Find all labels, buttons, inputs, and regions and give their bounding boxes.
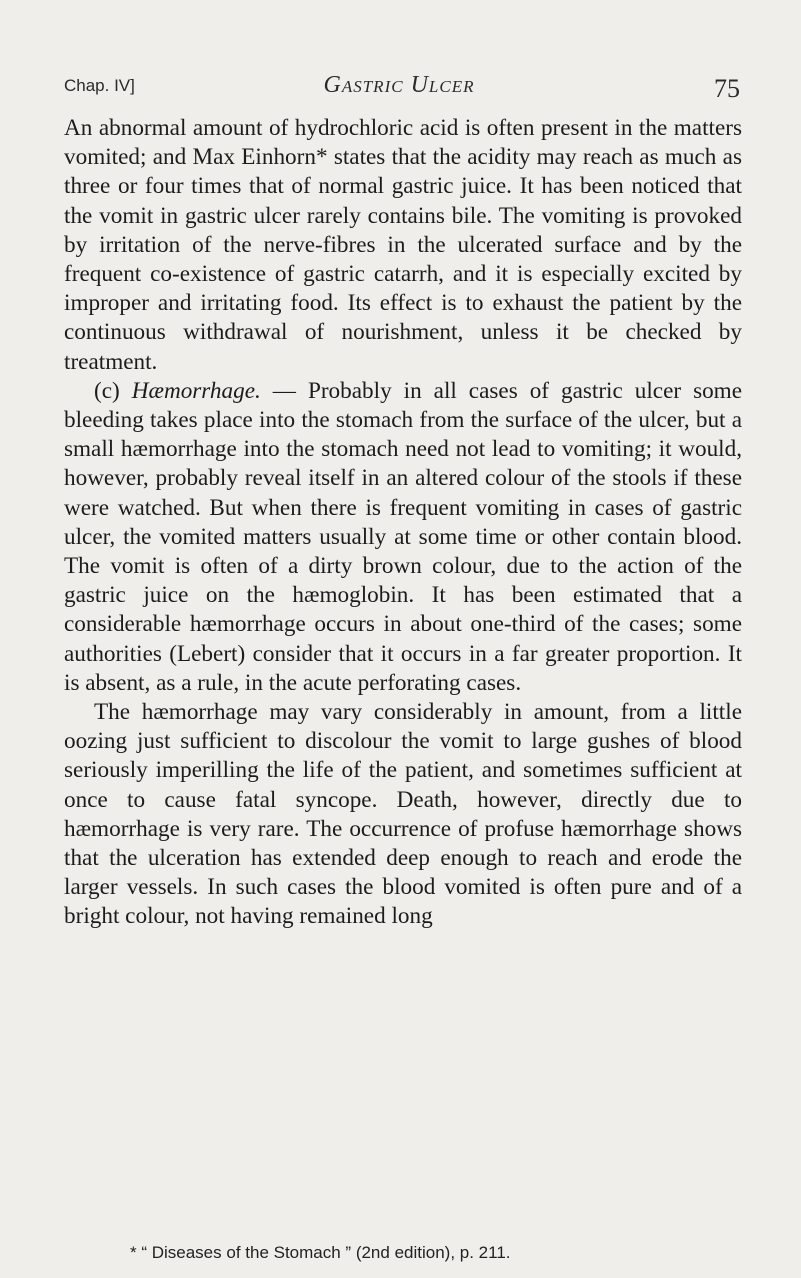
footnote: * “ Diseases of the Stomach ” (2nd edition), p. 211. — [130, 1243, 511, 1262]
section-heading: Hæmorrhage. — [131, 377, 261, 404]
paragraph-haemorrhage — [64, 377, 742, 698]
chapter-label: Chap. IV] — [64, 76, 135, 95]
running-header — [64, 72, 740, 112]
body-text — [64, 114, 742, 932]
running-title: Gastric Ulcer — [323, 72, 475, 98]
paragraph-haemorrhage-text: — Probably in all cases of gastric ulcer some bleeding takes place into the stomach from the surface of the ulcer, but a small hæmorrhage into the stomach need not lead to vomiting; it would, however, probably reveal itself in an altered colour of the stools if these were watched. But when there is frequent vomiting in cases of gastric ulcer, the vomited matters usually at some time or other contain blood. The vomit is often of a dirty brown colour, due to the action of the gastric juice on the hæmoglobin. It has been estimated that a considerable hæmorrhage occurs in about one-third of the cases; some authorities (Lebert) consider that it occurs in a far greater proportion. It is absent, as a rule, in the acute perforating cases. — [64, 377, 743, 696]
paragraph-haemorrhage-amount: The hæmorrhage may vary considerably in amount, from a little oozing just sufficient to discolour the vomit to large gushes of blood seriously imperilling the life of the patient, and sometimes sufficient at once to cause fatal syncope. Death, however, directly due to hæmorrhage is very rare. The occurrence of profuse hæmorrhage shows that the ulceration has extended deep enough to reach and erode the larger vessels. In such cases the blood vomited is often pure and of a bright colour, not having remained long — [64, 699, 742, 930]
paragraph-vomiting: An abnormal amount of hydrochloric acid is often present in the matters vomited; and Max Einhorn* states that the acidity may reach as much as three or four times that of normal gastric juice. It has been noticed that the vomit in gastric ulcer rarely contains bile. The vomiting is provoked by irritation of the nerve-fibres in the ulcerated surface and by the frequent co-existence of gastric catarrh, and it is especially excited by improper and irritating food. Its effect is to exhaust the patient by the continuous withdrawal of nourishment, unless it be checked by treatment. — [64, 115, 742, 375]
section-label: (c) — [94, 377, 120, 404]
page-number: 75 — [714, 74, 740, 103]
